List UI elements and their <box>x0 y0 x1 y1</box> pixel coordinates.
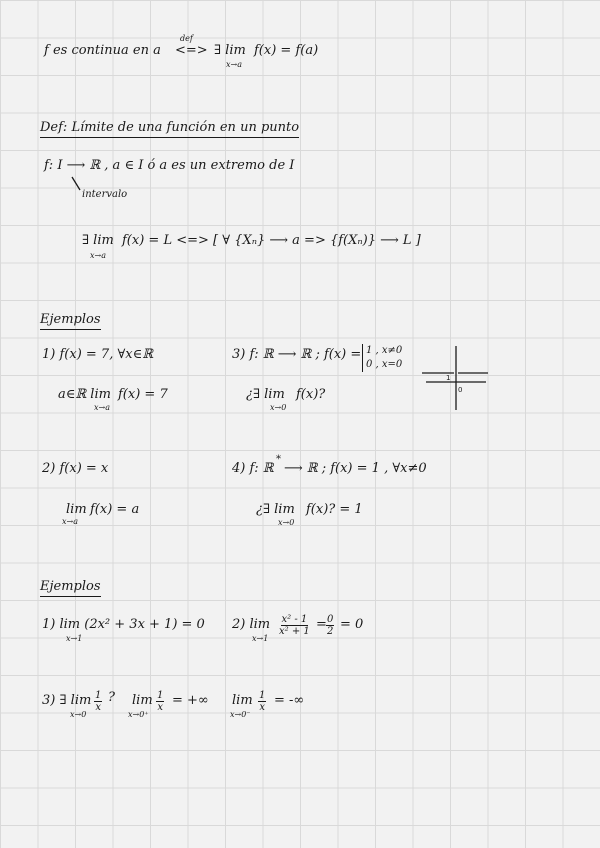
ex2-1-line: 1) lim (2x² + 3x + 1) = 0 <box>42 617 205 632</box>
domain-line: f: I ⟶ ℝ , a ∈ I ó a es un extremo de I <box>44 158 295 173</box>
ex2-3-question: ? <box>108 690 115 705</box>
ex2-2-equals: = <box>316 617 327 632</box>
ex2-3-left-denominator: x <box>259 702 265 713</box>
example-4-part-b: ⟶ ℝ ; f(x) = 1 , ∀x≠0 <box>284 461 427 476</box>
ex2-3-fraction-left <box>258 690 266 713</box>
ex2-2-denominator: x² + 1 <box>279 626 310 637</box>
example-1-subscript: x→a <box>94 403 110 412</box>
example-3-line: 3) f: ℝ ⟶ ℝ ; f(x) = <box>232 347 362 362</box>
limit-subscript: x→a <box>226 60 242 69</box>
ex2-3-right-numerator: 1 <box>157 690 164 701</box>
intervalo-pointer <box>70 176 84 194</box>
ex2-2-result-denominator: 2 <box>327 626 334 637</box>
ex2-3-exists: 3) ∃ lim <box>42 693 92 708</box>
graph-label-one: 1 <box>446 374 451 382</box>
example-2-post: f(x) = a <box>90 502 140 517</box>
example-3-case-2: 0 , x=0 <box>366 359 403 370</box>
example-3-post: f(x)? <box>296 387 326 402</box>
ex2-3-fraction <box>94 690 102 713</box>
definition-heading: Def: Límite de una función en un punto <box>40 120 299 138</box>
ex2-3-subscript-left: x→0⁻ <box>230 710 251 719</box>
examples-heading-2: Ejemplos <box>40 579 101 597</box>
ex2-3-right-denominator: x <box>157 702 163 713</box>
example-4-subscript: x→0 <box>278 518 295 527</box>
ex2-3-result-left: = -∞ <box>274 693 305 708</box>
ex2-2-end: = 0 <box>340 617 364 632</box>
ex2-2-fraction <box>278 614 311 637</box>
ex2-3-subscript: x→0 <box>70 710 87 719</box>
ex2-3-left-numerator: 1 <box>259 690 266 701</box>
examples-heading-1: Ejemplos <box>40 312 101 330</box>
ex2-3-subscript-right: x→0⁺ <box>128 710 149 719</box>
limit-def-subscript: x→a <box>90 251 106 260</box>
graph-label-zero: 0 <box>458 386 463 394</box>
ex2-3-numerator: 1 <box>95 690 102 701</box>
continuity-rhs: f(x) = f(a) <box>254 43 319 58</box>
example-3-subscript: x→0 <box>270 403 287 412</box>
def-label: def <box>180 34 193 43</box>
example-2-line: 2) f(x) = x <box>42 461 109 476</box>
ex2-2-fraction-result <box>326 614 334 637</box>
ex2-3-fraction-right <box>156 690 164 713</box>
example-4-part-a: 4) f: ℝ <box>232 461 274 476</box>
example-3-graph <box>420 342 492 412</box>
ex2-3-lim-right: lim <box>132 693 153 708</box>
ex2-2-result-numerator: 0 <box>327 614 334 625</box>
ex2-3-result-right: = +∞ <box>172 693 209 708</box>
intervalo-label: intervalo <box>82 189 128 200</box>
example-4-star: * <box>276 454 281 465</box>
iff-arrow: <=> <box>175 43 208 58</box>
example-1-post: f(x) = 7 <box>118 387 168 402</box>
ex2-2-subscript: x→1 <box>252 634 269 643</box>
example-2-lim: lim <box>66 502 87 517</box>
limit-def-exists: ∃ lim <box>82 233 114 248</box>
continuity-statement: f es continua en a <box>44 43 161 58</box>
example-2-subscript: x→a <box>62 517 78 526</box>
example-1-line: 1) f(x) = 7, ∀x∈ℝ <box>42 347 154 362</box>
exists-limit: ∃ lim <box>214 43 246 58</box>
example-3-case-1: 1 , x≠0 <box>366 345 403 356</box>
limit-def-rhs: f(x) = L <=> [ ∀ {Xₙ} ⟶ a => {f(Xₙ)} ⟶ L ] <box>122 233 421 248</box>
example-1-pre: a∈ℝ lim <box>58 387 111 402</box>
ex2-3-lim-left: lim <box>232 693 253 708</box>
ex2-2-numerator: x² - 1 <box>281 614 308 625</box>
example-4-question: ¿∃ lim <box>256 502 295 517</box>
example-4-post: f(x)? = 1 <box>306 502 363 517</box>
example-3-question: ¿∃ lim <box>246 387 285 402</box>
ex2-2-lim: 2) lim <box>232 617 271 632</box>
example-3-cases <box>362 344 402 372</box>
ex2-1-subscript: x→1 <box>66 634 83 643</box>
ex2-3-denominator: x <box>95 702 101 713</box>
